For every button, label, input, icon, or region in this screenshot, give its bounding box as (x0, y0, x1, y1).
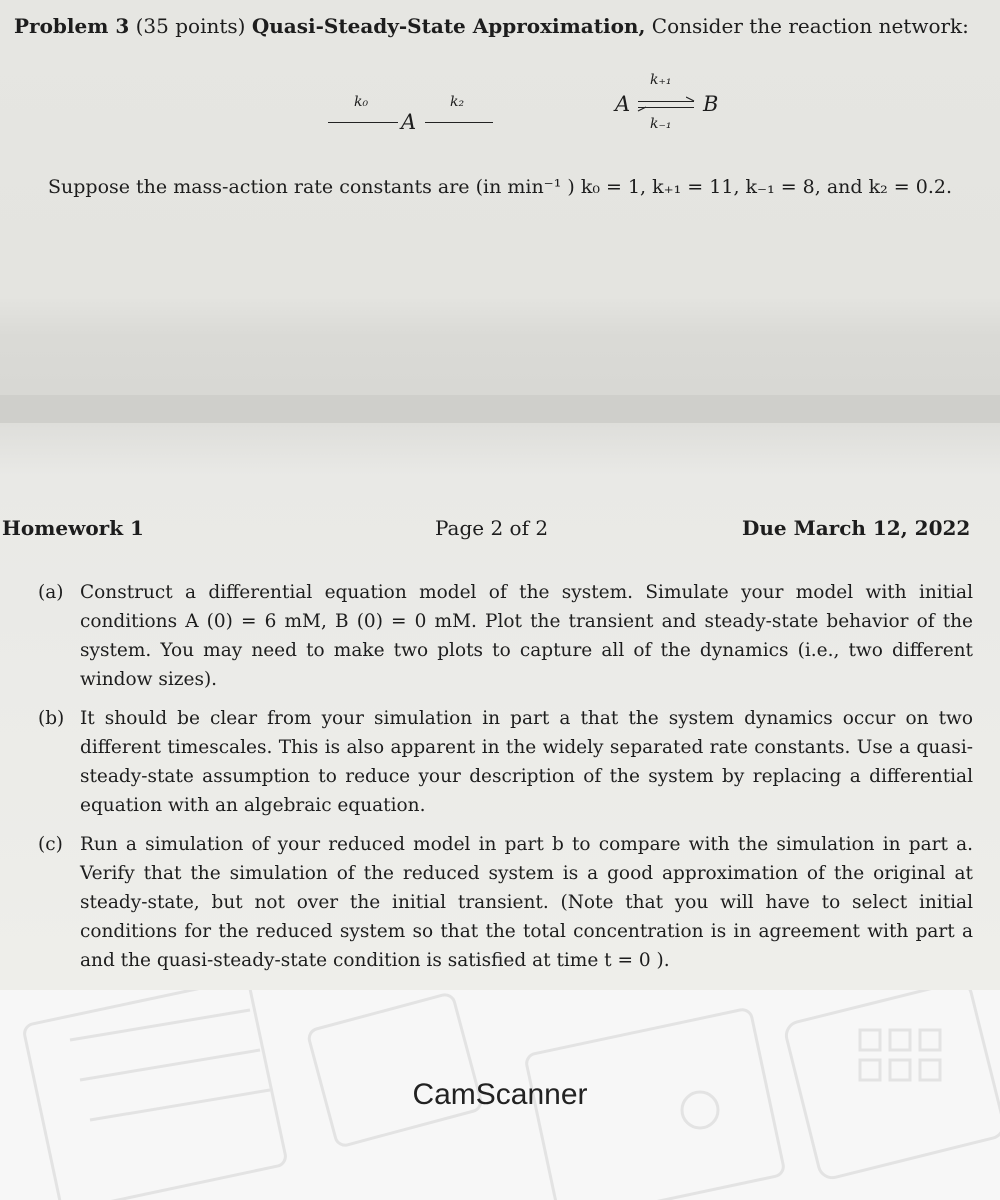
kminus1-label: k₋₁ (650, 116, 672, 132)
part-b (38, 704, 973, 820)
part-b-label: (b) (38, 708, 65, 729)
part-c-text: Run a simulation of your reduced model in part b to compare with the simulation in part a. Verify that the simulation of the reduced system is a good approximation of the original at steady-state, but not over the initial transient. (Note that you will have to select initial conditions for the reduced system so that the total concentration is in agreement with part a and the quasi-steady-state condition is satisfied at time t = 0 ). (80, 834, 973, 971)
outflow-line (425, 122, 493, 123)
k2-label: k₂ (450, 94, 465, 110)
species-a-label: A (401, 110, 417, 134)
problem-points: (35 points) (135, 14, 246, 38)
forward-arrowhead-icon (686, 96, 698, 104)
problem-topic: Quasi-Steady-State Approximation, (251, 14, 646, 38)
homework-label: Homework 1 (2, 516, 144, 540)
part-a-label: (a) (38, 582, 64, 603)
page-break-band (0, 395, 1000, 423)
kplus1-label: k₊₁ (650, 72, 672, 88)
species-b-label: B (703, 92, 719, 116)
part-a (38, 578, 973, 694)
inflow-line (328, 122, 398, 123)
part-a-text: Construct a differential equation model of the system. Simulate your model with initial conditions A (0) = 6 mM, B (0) = 0 mM. Plot the transient and steady-state behavior of the system. You may need to make two plots to capture all of the dynamics (i.e., two different window sizes). (80, 582, 973, 690)
page-number: Page 2 of 2 (435, 516, 549, 540)
part-c-label: (c) (38, 834, 63, 855)
species-a2-label: A (615, 92, 631, 116)
due-date: Due March 12, 2022 (742, 516, 971, 540)
reverse-arrowhead-icon (636, 105, 648, 113)
part-b-text: It should be clear from your simulation in part a that the system dynamics occur on two different timescales. This is also apparent in the widely separated rate constants. Use a quasi-steady-state assumption to reduce your description of the system by replacing a differential equation with an algebraic equation. (80, 708, 973, 816)
k0-label: k₀ (354, 94, 369, 110)
scanner-footer (0, 990, 1000, 1200)
rate-constants: Suppose the mass-action rate constants are (in min⁻¹ ) k₀ = 1, k₊₁ = 11, k₋₁ = 8, and k₂ = 0.2. (48, 176, 953, 198)
problem-number: Problem 3 (14, 14, 130, 38)
camscanner-brand: CamScanner (412, 1078, 588, 1111)
problem-title (14, 14, 969, 38)
part-c (38, 830, 973, 975)
problem-intro: Consider the reaction network: (651, 14, 969, 38)
